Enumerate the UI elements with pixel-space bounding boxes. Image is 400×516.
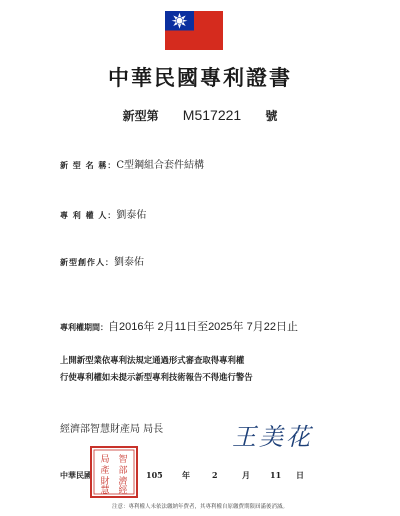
taiwan-flag-icon — [165, 11, 223, 50]
footer-note: 注意：專利權人未依法繳納年費者，其專利權自原繳費期限屆滿後消滅。 — [111, 504, 288, 510]
issuing-office: 經濟部智慧財產局 局長 — [60, 424, 164, 435]
creator-value: 劉泰佑 — [114, 257, 144, 268]
notice-line-1: 上開新型業依專利法規定通過形式審查取得專利權 — [60, 355, 245, 365]
date-year-unit: 年 — [182, 470, 190, 480]
date-prefix: 中華民國 — [60, 470, 92, 480]
certificate-number — [0, 107, 400, 124]
creator-row — [60, 253, 144, 268]
notice-line-2: 行使專利權如未提示新型專利技術報告不得進行警告 — [60, 372, 253, 382]
director-signature: 王美花 — [232, 423, 313, 451]
name-row — [60, 156, 204, 171]
patent-number: M517221 — [182, 107, 242, 123]
seal-char: 局 — [100, 455, 110, 465]
seal-char: 財 — [100, 477, 110, 487]
seal-char: 產 — [100, 466, 110, 476]
seal-char: 經 — [118, 486, 128, 496]
certificate-title: 中華民國專利證書 — [108, 65, 292, 90]
date-day-unit: 日 — [296, 470, 304, 480]
name-value: C型鋼組合套件結構 — [116, 160, 205, 171]
owner-row — [60, 206, 146, 221]
notice-text — [60, 352, 253, 386]
term-value: 自2016年 2月11日至2025年 7月22日止 — [108, 321, 298, 333]
official-seal-icon — [90, 446, 138, 498]
term-row — [60, 318, 298, 334]
patent-type: 新型第 — [122, 109, 159, 123]
date-month-unit: 月 — [242, 470, 250, 480]
owner-value: 劉泰佑 — [116, 210, 147, 221]
owner-label: 專 利 權 人： — [60, 210, 117, 220]
name-label: 新 型 名 稱： — [60, 160, 117, 170]
seal-char: 智 — [118, 455, 128, 465]
seal-char: 部 — [118, 466, 128, 476]
seal-char: 濟 — [118, 477, 128, 487]
date-day: 11 — [270, 470, 282, 480]
creator-label: 新型創作人： — [60, 257, 114, 267]
term-label: 專利權期間： — [60, 322, 108, 332]
date-year: 105 — [146, 470, 163, 480]
patent-number-suffix: 號 — [265, 109, 278, 123]
seal-char: 慧 — [100, 486, 110, 496]
date-month: 2 — [212, 470, 218, 480]
